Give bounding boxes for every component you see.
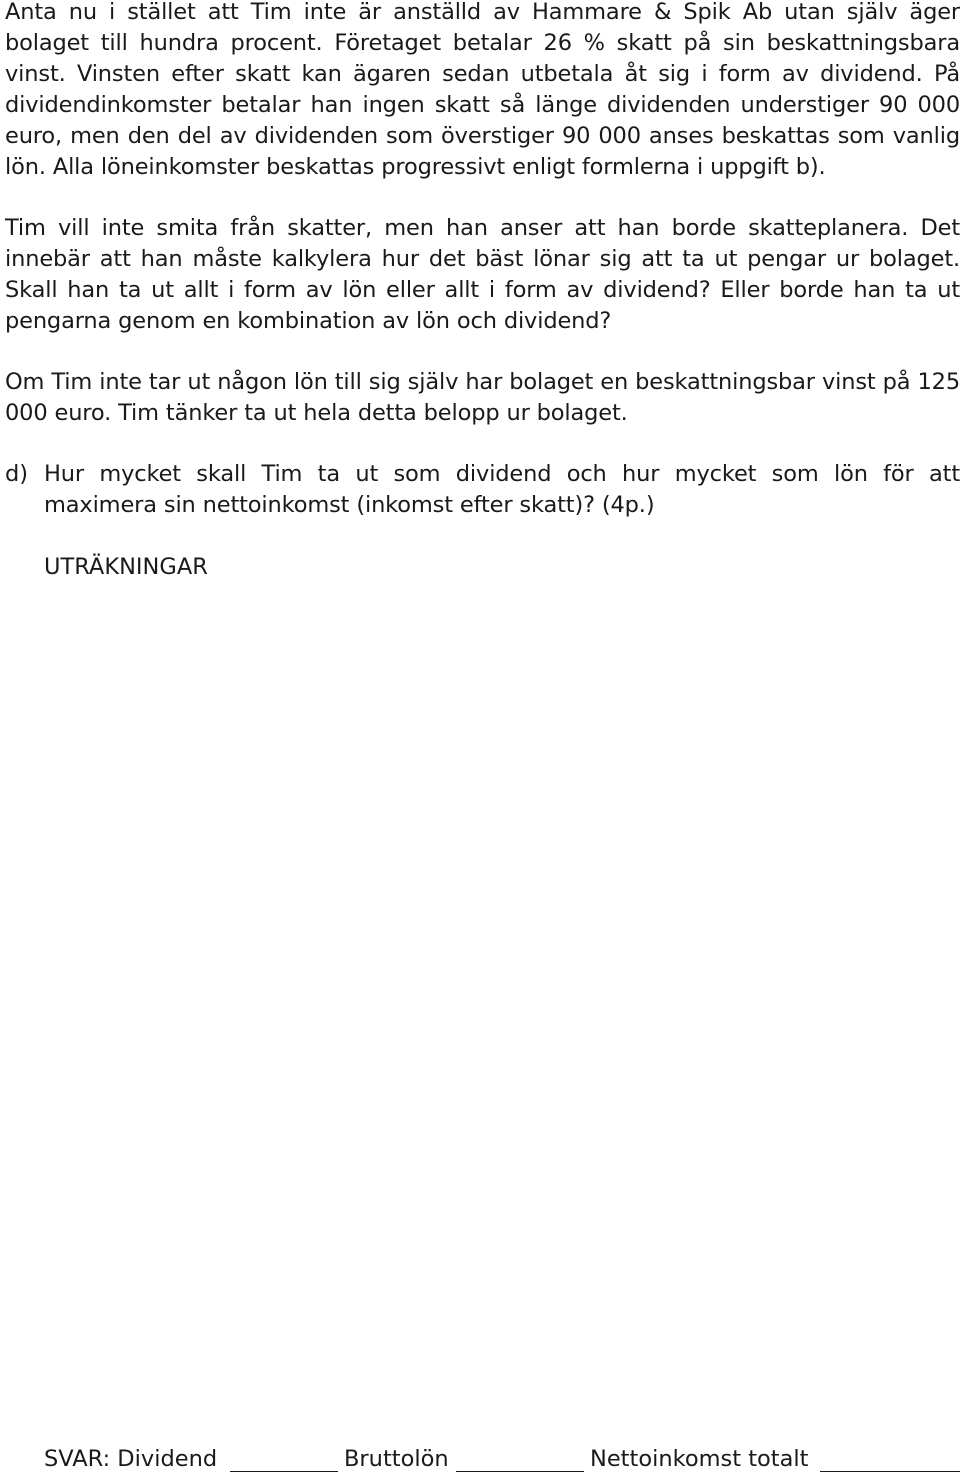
paragraph-ownership-scenario: Anta nu i stället att Tim inte är anställd av Hammare & Spik Ab utan själv äger bolaget till hundra procent. Företaget betalar 26 % skatt på sin beskattningsbara vinst. Vinsten efter skatt kan ägaren sedan utbetala åt sig i form av dividend. På dividendinkomster betalar han ingen skatt så länge dividenden understiger 90 000 euro, men den del av dividenden som överstiger 90 000 anses beskattas som vanlig lön. Alla löneinkomster beskattas progressivt enligt formlerna i uppgift b). — [5, 0, 960, 180]
calculations-heading: UTRÄKNINGAR — [44, 554, 208, 580]
question-d — [5, 459, 960, 521]
answer-dividend-blank[interactable] — [230, 1471, 338, 1472]
answer-net-income-label: Nettoinkomst totalt — [590, 1446, 809, 1472]
answer-gross-salary-label: Bruttolön — [344, 1446, 449, 1472]
answer-dividend-label: SVAR: Dividend — [44, 1446, 218, 1472]
paragraph-tax-planning: Tim vill inte smita från skatter, men han anser att han borde skatteplanera. Det innebär att han måste kalkylera hur det bäst lönar sig att ta ut pengar ur bolaget. Skall han ta ut allt i form av lön eller allt i form av dividend? Eller borde han ta ut pengarna genom en kombination av lön och dividend? — [5, 215, 960, 334]
paragraph-taxable-profit: Om Tim inte tar ut någon lön till sig själv har bolaget en beskattningsbar vinst på 125 000 euro. Tim tänker ta ut hela detta belopp ur bolaget. — [5, 369, 960, 426]
answer-gross-salary-blank[interactable] — [456, 1471, 584, 1472]
question-text: Hur mycket skall Tim ta ut som dividend och hur mycket som lön för att maximera sin nettoinkomst (inkomst efter skatt)? (4p.) — [44, 461, 960, 518]
answer-net-income-blank[interactable] — [820, 1471, 960, 1472]
question-label: d) — [5, 461, 29, 487]
